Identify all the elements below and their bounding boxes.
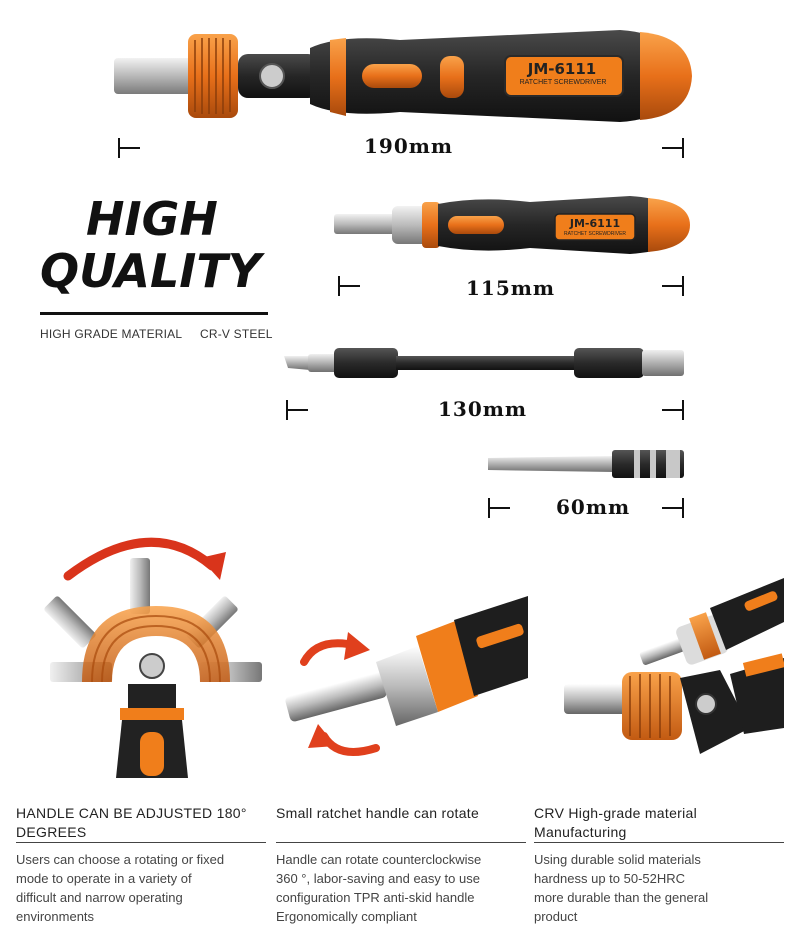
feature-body-crv xyxy=(534,850,784,926)
feature-body-line: Ergonomically compliant xyxy=(276,909,417,924)
short-bit-image xyxy=(484,448,688,480)
extension-bar-image xyxy=(280,342,690,382)
large-brand-label: JM-6111 xyxy=(527,60,597,78)
adjustable-handle-photo xyxy=(40,532,272,778)
feature-body-line: configuration TPR anti-skid handle xyxy=(276,890,475,905)
feature-divider-2 xyxy=(276,842,526,843)
feature-title-crv-line1: CRV High-grade material xyxy=(534,805,698,821)
headline-underline xyxy=(40,312,268,315)
feature-divider-1 xyxy=(16,842,266,843)
crv-material-photo xyxy=(530,578,784,778)
medium-screwdriver-image xyxy=(330,190,700,260)
feature-body-line: difficult and narrow operating xyxy=(16,890,183,905)
feature-body-adjustable xyxy=(16,850,266,926)
feature-body-line: 360 °, labor-saving and easy to use xyxy=(276,871,480,886)
feature-body-line: environments xyxy=(16,909,95,924)
spec-steel: CR-V STEEL xyxy=(200,327,273,341)
feature-body-line: hardness up to 50-52HRC xyxy=(534,871,686,886)
feature-title-adjustable xyxy=(16,804,266,842)
headline-high: HIGH xyxy=(86,192,218,246)
medium-brand-label: JM-6111 xyxy=(569,217,621,230)
dimension-label-115: 115mm xyxy=(466,276,556,300)
spec-material: HIGH GRADE MATERIAL xyxy=(40,327,183,341)
feature-body-line: Using durable solid materials xyxy=(534,852,701,867)
feature-title-ratchet-line1: Small ratchet handle can rotate xyxy=(276,805,480,821)
feature-divider-3 xyxy=(534,842,784,843)
feature-body-line: mode to operate in a variety of xyxy=(16,871,192,886)
feature-body-line: product xyxy=(534,909,578,924)
ratchet-rotate-photo xyxy=(278,596,528,778)
feature-title-adjustable-line1: HANDLE CAN BE ADJUSTED 180° xyxy=(16,805,247,821)
feature-body-line: more durable than the general xyxy=(534,890,709,905)
feature-title-crv-line2: Manufacturing xyxy=(534,824,627,840)
dimension-label-60: 60mm xyxy=(556,495,631,519)
feature-body-line: Handle can rotate counterclockwise xyxy=(276,852,482,867)
feature-body-line: Users can choose a rotating or fixed xyxy=(16,852,225,867)
dimension-label-130: 130mm xyxy=(438,397,528,421)
feature-title-crv xyxy=(534,804,784,842)
feature-title-ratchet xyxy=(276,804,526,823)
medium-brand-subtitle: RATCHET SCREWDRIVER xyxy=(563,231,627,237)
feature-body-ratchet xyxy=(276,850,526,926)
large-brand-subtitle: RATCHET SCREWDRIVER xyxy=(519,79,607,86)
headline-quality: QUALITY xyxy=(40,244,262,298)
dimension-label-190: 190mm xyxy=(364,134,454,158)
feature-title-adjustable-line2: DEGREES xyxy=(16,824,87,840)
